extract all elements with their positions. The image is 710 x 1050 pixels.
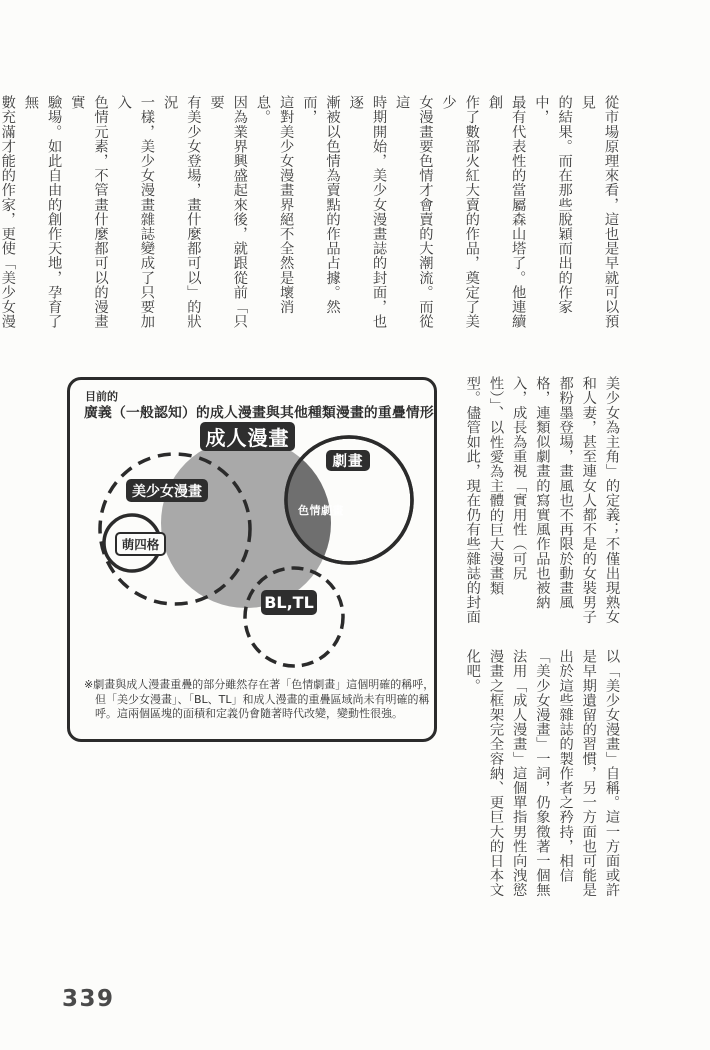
text-column: 驗場。如此自由的創作天地，孕育了無: [22, 95, 63, 329]
body-text-band-2: [460, 376, 623, 625]
text-column: 作了數部火紅大賣的作品，奠定了美少: [440, 95, 480, 329]
text-column: 出於這些雜誌的製作者之矜持，相信: [557, 649, 574, 883]
text-column: 這對美少女漫畫界絕不全然是壞消息。: [254, 95, 295, 314]
text-column: 色情元素，不管畫什麼都可以的漫畫實: [69, 95, 109, 329]
page-number: 339: [62, 986, 115, 1012]
text-column: 都粉墨登場，畫風也不再限於動畫風: [557, 376, 574, 610]
gekiga-label: 劇畫: [326, 450, 370, 471]
text-column: 性）」、以性愛為主體的巨大漫畫類: [487, 376, 504, 596]
text-column: 是早期遺留的習慣，另一方面也可能是: [580, 649, 597, 898]
footnote-line: ※劇畫與成人漫畫重疊的部分雖然存在著「色情劇畫」這個明確的稱呼，: [84, 678, 435, 691]
diagram-footnote: [84, 678, 435, 722]
body-text-band-1: [0, 95, 622, 343]
footnote-line: 但「美少女漫畫」、「BL、TL」和成人漫畫的重疊區域尚未有明確的稱: [95, 692, 430, 706]
text-column: 化吧。: [464, 649, 481, 693]
text-column: 一樣，美少女漫畫雜誌變成了只要加入: [115, 95, 155, 329]
text-column: 法用「成人漫畫」這個單指男性向洩慾: [511, 649, 528, 898]
text-column: 和人妻，甚至連女人都不是的女裝男子: [580, 376, 597, 625]
ero-gekiga-label: 色情劇畫: [298, 504, 344, 517]
moe-yonkoma-label: 萌四格: [115, 532, 166, 556]
text-column: 時期開始，美少女漫畫誌的封面，也逐: [347, 95, 387, 329]
text-column: 美少女為主角」的定義；不僅出現熟女: [604, 376, 620, 625]
text-column: 因為業界興盛起來後，就跟從前「只要: [208, 95, 248, 329]
footnote-line: 呼。這兩個區塊的面積和定義仍會隨著時代改變，變動性很強。: [95, 707, 403, 721]
diagram-title: 廣義（一般認知）的成人漫畫與其他種類漫畫的重疊情形: [84, 405, 434, 421]
text-column: 最有代表性的當屬森山塔了。他連續創: [486, 95, 527, 329]
text-column: 數充滿才能的作家，更使「美少女漫: [0, 95, 16, 329]
text-column: 型。儘管如此，現在仍有些雜誌的封面: [464, 376, 481, 625]
adult-manga-label: 成人漫畫: [200, 422, 295, 451]
text-column: 女漫畫要色情才會賣的大潮流。而從這: [394, 95, 434, 329]
text-column: 「美少女漫畫」一詞，仍象徵著一個無: [534, 649, 551, 898]
diagram-kicker: 目前的: [85, 390, 118, 403]
text-column: 入，成長為重視「實用性（可尻: [511, 376, 528, 581]
text-column: 漫畫之框架完全容納、更巨大的日本文: [487, 649, 504, 898]
text-column: 的結果。而在那些脫穎而出的作家中，: [533, 95, 573, 314]
bl-tl-label: BL,TL: [261, 590, 317, 615]
text-column: 格，連類似劇畫的寫實風作品也被納: [534, 376, 551, 610]
venn-diagram-box: [67, 377, 437, 742]
body-text-band-3: [460, 649, 623, 903]
text-column: 從市場原理來看，這也是早就可以預見: [579, 95, 619, 329]
text-column: 漸被以色情為賣點的作品占據。然而，: [301, 95, 341, 314]
bishoujo-manga-label: 美少女漫畫: [126, 479, 208, 502]
text-column: 有美少女登場，畫什麼都可以」的狀況: [162, 95, 202, 329]
text-column: 以「美少女漫畫」自稱。這一方面或許: [604, 649, 620, 898]
